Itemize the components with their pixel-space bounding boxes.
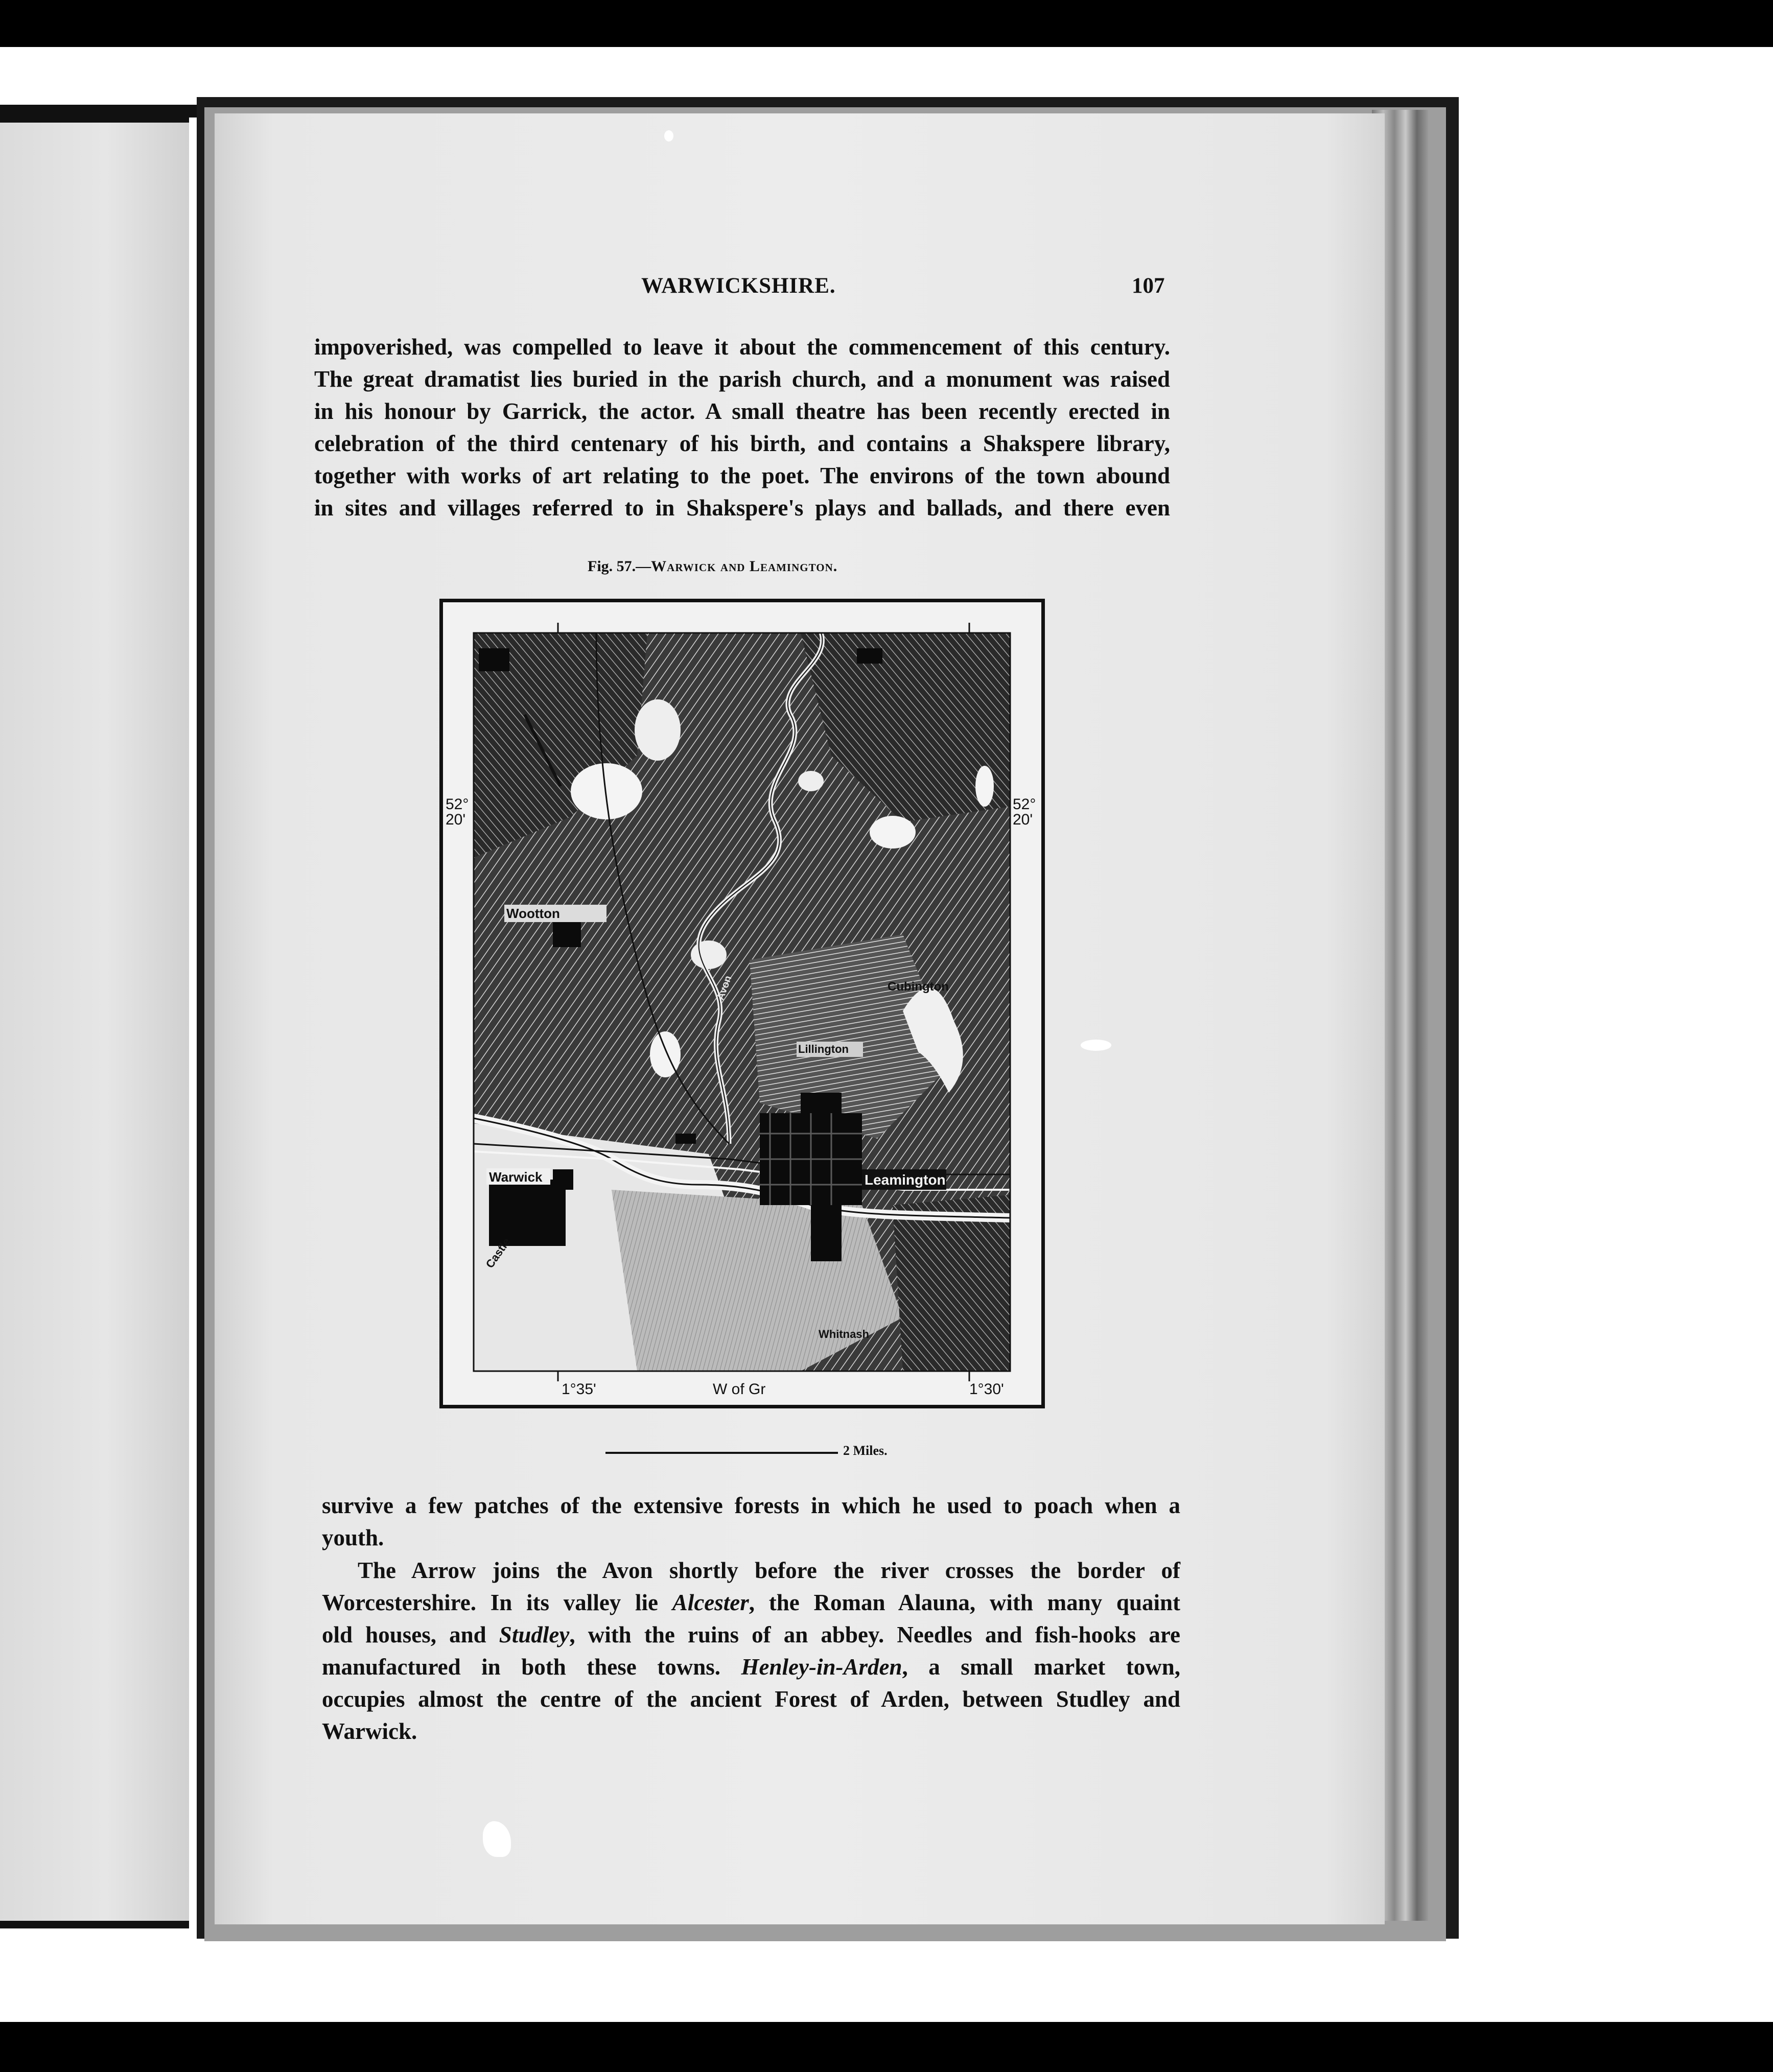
paragraph-top (314, 331, 1170, 524)
italic-place-name: Alcester (672, 1590, 749, 1615)
text-run: manufactured in both these towns. (322, 1654, 741, 1680)
place-label-warwick: Warwick (489, 1169, 543, 1185)
text-line (322, 1555, 1180, 1587)
paragraph-continued (322, 1490, 1180, 1554)
place-label-cubington: Cubington (888, 980, 949, 994)
town-leamington-block (801, 1093, 842, 1123)
place-label-leamington: Leamington (865, 1172, 946, 1188)
figure-caption (588, 558, 837, 575)
hilltop (798, 771, 824, 791)
running-head-title: WARWICKSHIRE. (641, 274, 836, 298)
right-margin (1737, 47, 1773, 2022)
text-line (322, 1683, 1180, 1715)
text-run: The Arrow joins the Avon shortly before the river crosses the border of (358, 1558, 1180, 1583)
text-run: , a small market town, (902, 1654, 1180, 1680)
longitude-left: 1°35' (562, 1381, 596, 1398)
hilltop (975, 766, 994, 807)
latitude-left-degrees: 52° (446, 796, 469, 813)
text-run: , with the ruins of an abbey. Needles and fish-hooks are (569, 1622, 1180, 1647)
latitude-right-degrees: 52° (1013, 796, 1036, 813)
dust-speck (664, 130, 673, 142)
left-page (0, 123, 194, 1921)
hilltop (571, 763, 642, 819)
village-wootton (553, 922, 581, 947)
page-number: 107 (1132, 274, 1165, 298)
longitude-reference: W of Gr (713, 1381, 766, 1398)
text-run: occupies almost the centre of the ancient Forest of Arden, between Studley and (322, 1686, 1180, 1712)
text-line: youth. (322, 1525, 384, 1550)
hilltop (870, 816, 916, 849)
italic-place-name: Henley-in-Arden (741, 1654, 902, 1680)
town-leamington-south (811, 1200, 842, 1261)
place-label-castle: Castle (483, 1235, 513, 1270)
text-line (322, 1715, 1180, 1748)
text-line (322, 1619, 1180, 1651)
place-label-lillington: Lillington (798, 1043, 849, 1055)
map-engraving (443, 602, 1041, 1405)
text-line: celebration of the third centenary of his birth, and contains a Shakspere library, (314, 431, 1170, 456)
figure-caption-number: Fig. 57.— (588, 558, 651, 575)
text-line: in sites and villages referred to in Shakspere's plays and ballads, and there even (314, 495, 1170, 521)
place-label-whitnash: Whitnash (819, 1328, 869, 1340)
paragraph-arrow (322, 1555, 1180, 1748)
village-block (479, 648, 509, 671)
bottom-black-border (0, 2022, 1773, 2072)
longitude-right: 1°30' (969, 1381, 1004, 1398)
hilltop (691, 940, 727, 969)
text-run: , the Roman Alauna, with many quaint (749, 1590, 1180, 1615)
town-warwick-block (553, 1169, 573, 1190)
text-run: Warwick. (322, 1718, 417, 1744)
latitude-left-minutes: 20' (446, 811, 466, 828)
text-line: survive a few patches of the extensive forests in which he used to poach when a (322, 1493, 1180, 1518)
text-line (322, 1587, 1180, 1619)
scale-bar (605, 1452, 838, 1454)
text-line: together with works of art relating to the poet. The environs of the town abound (314, 463, 1170, 488)
text-line: in his honour by Garrick, the actor. A small theatre has been recently erected in (314, 398, 1170, 424)
text-line: The great dramatist lies buried in the parish church, and a monument was raised (314, 366, 1170, 392)
text-line (322, 1651, 1180, 1683)
text-line: impoverished, was compelled to leave it about the commencement of this century. (314, 334, 1170, 360)
dust-speck (1081, 1040, 1111, 1051)
hilltop (635, 699, 681, 761)
figure-caption-title: Warwick and Leamington. (651, 558, 838, 575)
map-figure (439, 599, 1045, 1408)
place-label-wootton: Wootton (506, 906, 560, 921)
text-run: old houses, and (322, 1622, 499, 1647)
top-black-border (0, 0, 1773, 47)
text-run: Worcestershire. In its valley lie (322, 1590, 672, 1615)
scale-bar-label: 2 Miles. (843, 1443, 888, 1458)
italic-place-name: Studley (499, 1622, 570, 1647)
village-block (857, 648, 882, 664)
village-block (675, 1134, 696, 1144)
latitude-right-minutes: 20' (1013, 811, 1033, 828)
place-label-avon: Avon (715, 974, 734, 1002)
